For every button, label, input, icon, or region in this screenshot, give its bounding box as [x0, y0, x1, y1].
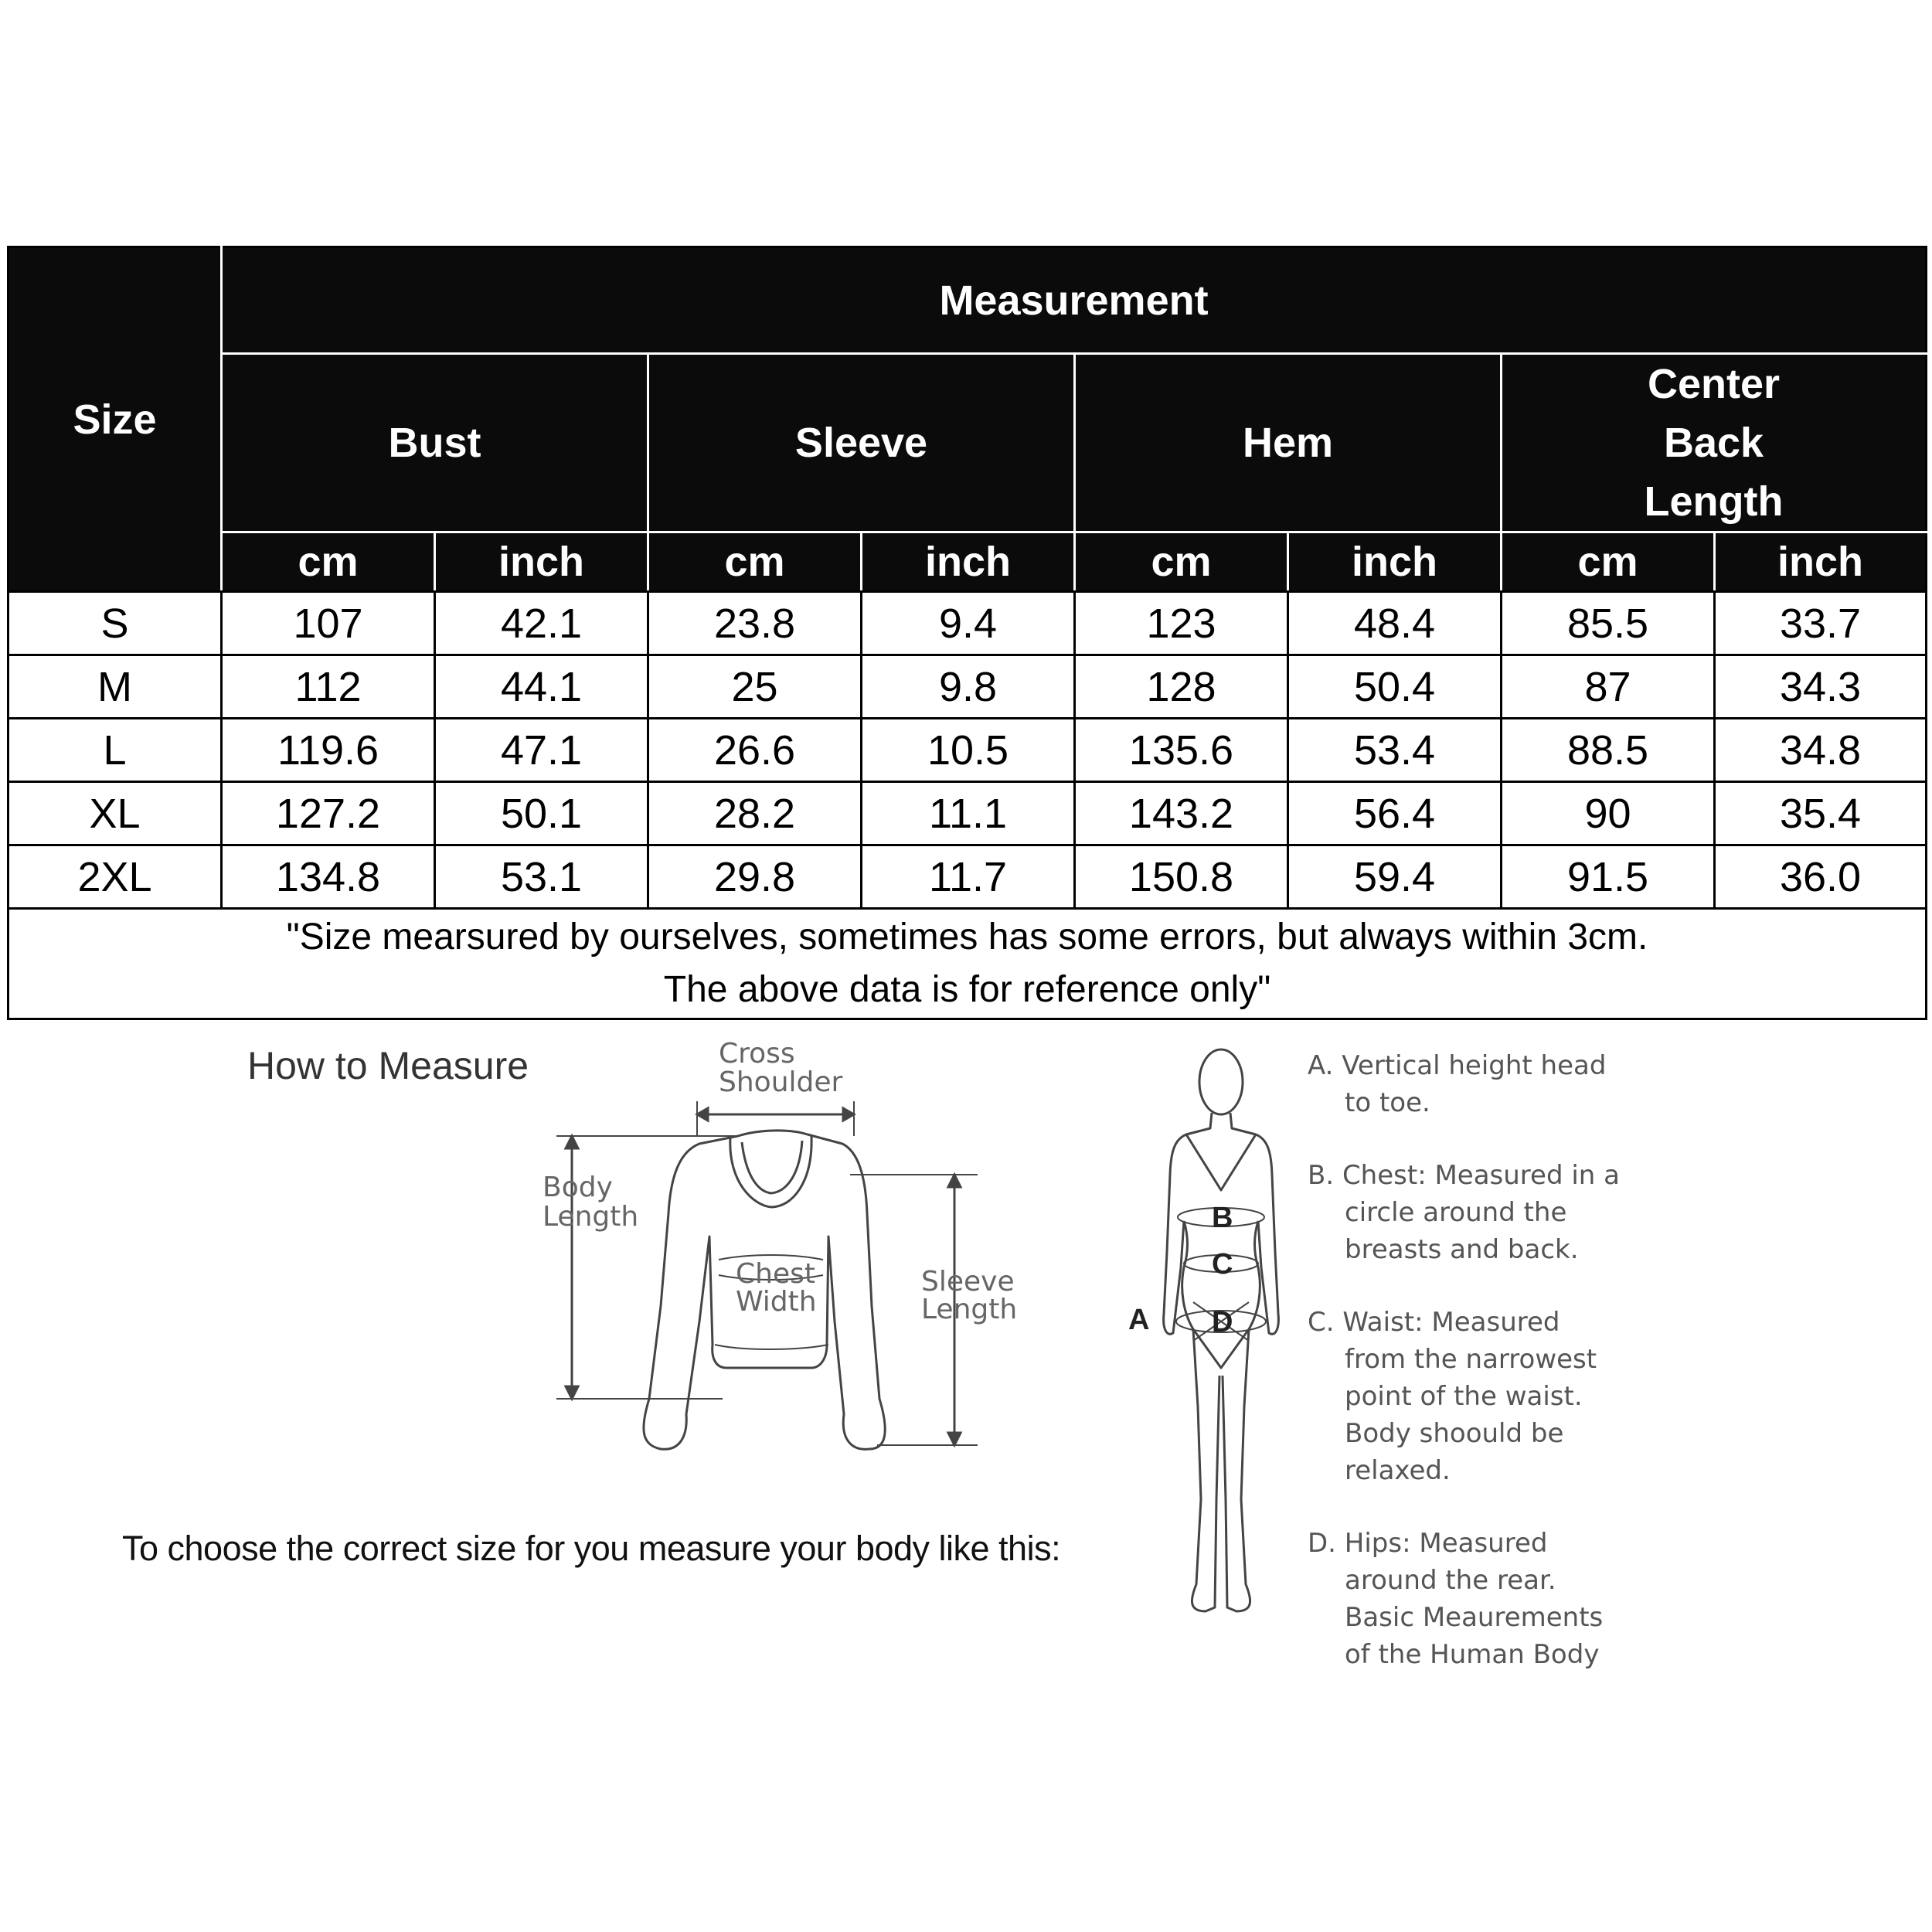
how-to-measure-title: How to Measure — [247, 1044, 529, 1087]
note-line: of the Human Body — [1345, 1639, 1600, 1670]
size-cell: L — [9, 719, 222, 782]
table-row — [9, 655, 1927, 719]
measurement-notes — [1308, 1047, 1632, 1709]
size-cell: S — [9, 592, 222, 655]
note-line: C. Waist: Measured — [1308, 1307, 1560, 1338]
choose-size-instruction: To choose the correct size for you measure your body like this: — [122, 1529, 1061, 1568]
center-back-length-header — [1502, 354, 1927, 532]
note-line: from the narrowest — [1345, 1344, 1597, 1375]
note-line: around the rear. — [1345, 1565, 1556, 1596]
value-cell: 56.4 — [1288, 782, 1502, 845]
value-cell: 143.2 — [1075, 782, 1288, 845]
body-label-a: A — [1128, 1304, 1150, 1336]
value-cell: 50.4 — [1288, 655, 1502, 719]
sweater-measure-diagram — [526, 1028, 1036, 1468]
hem-header: Hem — [1075, 354, 1502, 532]
size-cell: XL — [9, 782, 222, 845]
body-label-c: C — [1212, 1248, 1233, 1281]
value-cell: 33.7 — [1715, 592, 1927, 655]
value-cell: 34.3 — [1715, 655, 1927, 719]
note-line: relaxed. — [1345, 1455, 1451, 1486]
chest-width-label-1: Chest — [736, 1258, 815, 1290]
size-chart-table — [7, 246, 1927, 1020]
value-cell: 9.8 — [862, 655, 1075, 719]
note-row — [9, 909, 1927, 1019]
cross-shoulder-label-2: Shoulder — [719, 1066, 843, 1098]
table-row — [9, 782, 1927, 845]
body-label-d: D — [1212, 1306, 1233, 1338]
note-line: Body shoould be — [1345, 1418, 1564, 1449]
note-line: A. Vertical height head — [1308, 1050, 1607, 1081]
value-cell: 107 — [222, 592, 435, 655]
unit-header: cm — [222, 532, 435, 592]
value-cell: 28.2 — [648, 782, 862, 845]
unit-header: inch — [1288, 532, 1502, 592]
value-cell: 47.1 — [435, 719, 648, 782]
value-cell: 112 — [222, 655, 435, 719]
unit-header: inch — [1715, 532, 1927, 592]
note-line: circle around the — [1345, 1197, 1567, 1228]
value-cell: 150.8 — [1075, 845, 1288, 909]
value-cell: 53.1 — [435, 845, 648, 909]
value-cell: 119.6 — [222, 719, 435, 782]
measurement-header: Measurement — [222, 247, 1927, 354]
value-cell: 90 — [1502, 782, 1715, 845]
note-line-1: "Size mearsured by ourselves, sometimes has some errors, but always within 3cm. — [286, 917, 1648, 957]
value-cell: 11.7 — [862, 845, 1075, 909]
value-cell: 123 — [1075, 592, 1288, 655]
note-line: breasts and back. — [1345, 1234, 1579, 1265]
sleeve-length-label-2: Length — [921, 1294, 1018, 1325]
value-cell: 127.2 — [222, 782, 435, 845]
body-length-label-2: Length — [543, 1201, 639, 1233]
unit-header: cm — [1075, 532, 1288, 592]
value-cell: 50.1 — [435, 782, 648, 845]
table-row — [9, 592, 1927, 655]
unit-header: cm — [1502, 532, 1715, 592]
sleeve-header: Sleeve — [648, 354, 1075, 532]
value-cell: 34.8 — [1715, 719, 1927, 782]
unit-header: inch — [862, 532, 1075, 592]
note-line: B. Chest: Measured in a — [1308, 1160, 1620, 1191]
value-cell: 87 — [1502, 655, 1715, 719]
value-cell: 44.1 — [435, 655, 648, 719]
body-length-label-1: Body — [543, 1172, 613, 1203]
value-cell: 91.5 — [1502, 845, 1715, 909]
sleeve-length-label-1: Sleeve — [921, 1266, 1015, 1298]
size-cell: 2XL — [9, 845, 222, 909]
value-cell: 128 — [1075, 655, 1288, 719]
note-line: to toe. — [1345, 1087, 1430, 1118]
value-cell: 36.0 — [1715, 845, 1927, 909]
value-cell: 88.5 — [1502, 719, 1715, 782]
value-cell: 11.1 — [862, 782, 1075, 845]
note-b — [1308, 1157, 1632, 1268]
value-cell: 25 — [648, 655, 862, 719]
note-c — [1308, 1304, 1632, 1489]
unit-header: cm — [648, 532, 862, 592]
value-cell: 53.4 — [1288, 719, 1502, 782]
value-cell: 9.4 — [862, 592, 1075, 655]
value-cell: 134.8 — [222, 845, 435, 909]
value-cell: 135.6 — [1075, 719, 1288, 782]
center-back-length-label: Center Back Length — [1644, 361, 1784, 525]
note-line-2: The above data is for reference only" — [663, 969, 1271, 1010]
note-line: Basic Meaurements — [1345, 1602, 1604, 1633]
value-cell: 59.4 — [1288, 845, 1502, 909]
unit-header: inch — [435, 532, 648, 592]
value-cell: 26.6 — [648, 719, 862, 782]
note-d — [1308, 1525, 1632, 1673]
reference-note — [9, 909, 1927, 1019]
value-cell: 23.8 — [648, 592, 862, 655]
size-header: Size — [9, 247, 222, 592]
cross-shoulder-label-1: Cross — [719, 1038, 795, 1070]
note-a — [1308, 1047, 1632, 1121]
value-cell: 29.8 — [648, 845, 862, 909]
bust-header: Bust — [222, 354, 648, 532]
chest-width-label-2: Width — [736, 1286, 817, 1318]
value-cell: 85.5 — [1502, 592, 1715, 655]
value-cell: 10.5 — [862, 719, 1075, 782]
value-cell: 48.4 — [1288, 592, 1502, 655]
body-label-b: B — [1212, 1202, 1233, 1234]
body-measure-diagram — [1113, 1036, 1298, 1654]
table-row — [9, 845, 1927, 909]
value-cell: 42.1 — [435, 592, 648, 655]
note-line: D. Hips: Measured — [1308, 1528, 1548, 1559]
note-line: point of the waist. — [1345, 1381, 1583, 1412]
value-cell: 35.4 — [1715, 782, 1927, 845]
table-row — [9, 719, 1927, 782]
size-cell: M — [9, 655, 222, 719]
